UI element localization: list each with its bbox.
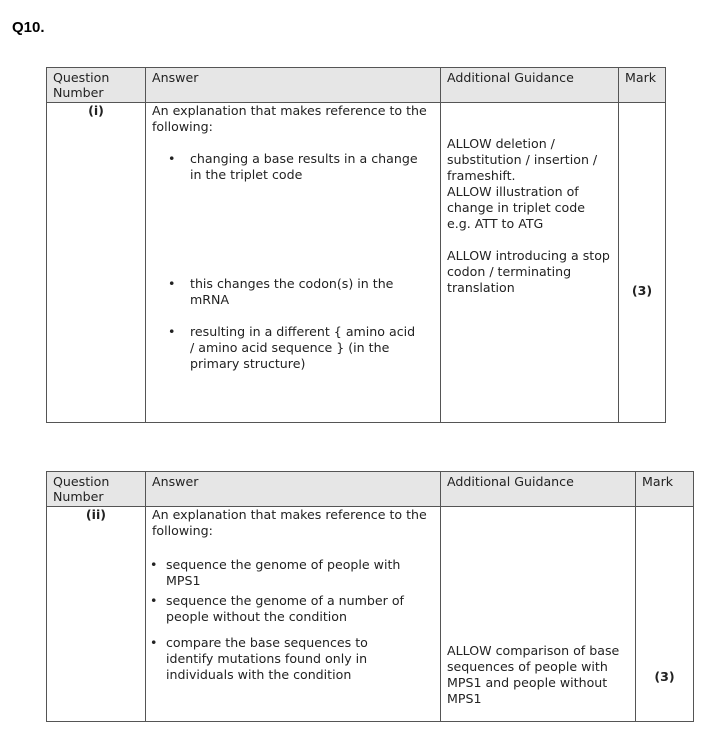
- guidance-note: ALLOW comparison of base sequences of people with MPS1 and people without MPS1: [447, 643, 620, 706]
- question-title: Q10.: [12, 19, 45, 36]
- question-part-label: (i): [47, 103, 146, 423]
- header-answer: Answer: [146, 472, 441, 507]
- answer-cell: [146, 507, 441, 722]
- table-row: [47, 507, 694, 722]
- table-header-row: [47, 472, 694, 507]
- answer-point: • changing a base results in a change in the triplet code: [146, 151, 440, 183]
- table-header-row: [47, 68, 666, 103]
- mark-scheme-table-ii: [46, 471, 694, 722]
- mark-value: (3): [631, 283, 653, 298]
- mark-scheme-table-i: [46, 67, 666, 423]
- answer-point: • this changes the codon(s) in the mRNA: [146, 276, 440, 308]
- mark-cell: [636, 507, 694, 722]
- header-additional-guidance: Additional Guidance: [441, 68, 619, 103]
- answer-intro: An explanation that makes reference to the following:: [152, 103, 427, 134]
- answer-point: • resulting in a different { amino acid / amino acid sequence } (in the primary structure): [146, 324, 440, 372]
- mark-value: (3): [654, 669, 675, 684]
- answer-point: • sequence the genome of a number of people without the condition: [146, 593, 440, 625]
- answer-point: • compare the base sequences to identify mutations found only in individuals with the condition: [146, 635, 440, 683]
- question-part-label: (ii): [47, 507, 146, 722]
- guidance-note: ALLOW illustration of change in triplet code e.g. ATT to ATG: [447, 184, 586, 231]
- answer-intro: An explanation that makes reference to the following:: [152, 507, 427, 538]
- header-question-number: Question Number: [47, 472, 146, 507]
- guidance-note: ALLOW introducing a stop codon / terminating translation: [447, 248, 610, 295]
- header-mark: Mark: [636, 472, 694, 507]
- answer-point: • sequence the genome of people with MPS1: [146, 557, 440, 589]
- header-mark: Mark: [619, 68, 666, 103]
- header-additional-guidance: Additional Guidance: [441, 472, 636, 507]
- guidance-cell: [441, 507, 636, 722]
- header-answer: Answer: [146, 68, 441, 103]
- mark-cell: [619, 103, 666, 423]
- guidance-note: ALLOW deletion / substitution / insertion / frameshift.: [447, 136, 598, 183]
- answer-cell: [146, 103, 441, 423]
- header-question-number: Question Number: [47, 68, 146, 103]
- guidance-cell: [441, 103, 619, 423]
- table-row: [47, 103, 666, 423]
